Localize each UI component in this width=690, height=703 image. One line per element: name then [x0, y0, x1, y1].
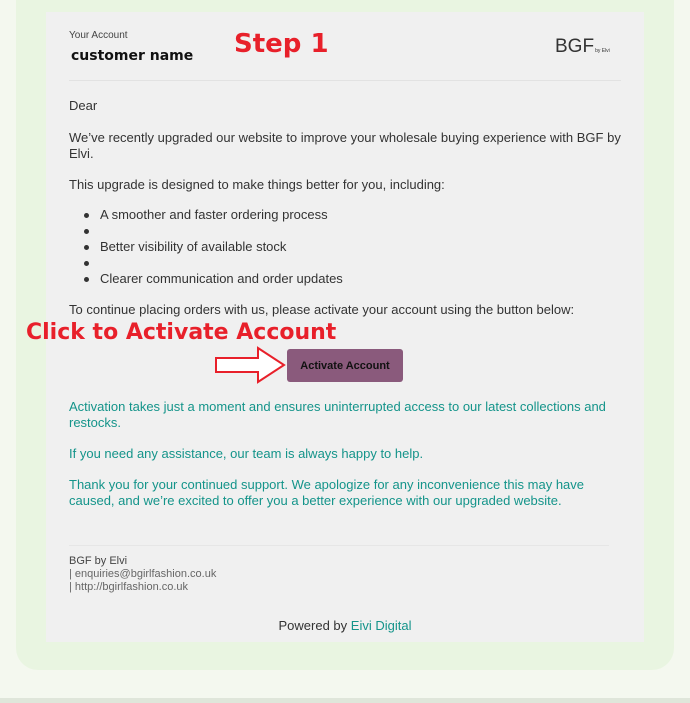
click-to-activate-label: Click to Activate Account — [26, 320, 337, 345]
powered-prefix: Powered by — [278, 618, 348, 633]
list-item — [82, 223, 343, 239]
powered-link[interactable]: Eivi Digital — [350, 618, 412, 633]
arrow-right-icon — [214, 345, 288, 385]
activate-account-button[interactable]: Activate Account — [287, 349, 403, 382]
signature-email[interactable]: | enquiries@bgirlfashion.co.uk — [69, 568, 217, 580]
bgf-logo — [555, 36, 610, 58]
upgrade-text: This upgrade is designed to make things better for you, including: — [69, 177, 445, 192]
intro-text: We’ve recently upgraded our website to improve your wholesale buying experience with BGF by Elvi. — [69, 130, 621, 161]
logo-main: BGF — [555, 36, 595, 57]
header-divider — [69, 80, 621, 81]
powered-by — [46, 618, 644, 633]
list-item — [82, 255, 343, 271]
list-item: A smoother and faster ordering process — [82, 207, 343, 223]
logo-sub: by Elvi — [595, 48, 610, 54]
bottom-strip — [0, 698, 690, 703]
footer-divider — [69, 545, 609, 546]
step-label: Step 1 — [234, 29, 329, 59]
greeting: Dear — [69, 98, 98, 113]
list-item: Better visibility of available stock — [82, 239, 343, 255]
benefits-list — [82, 207, 343, 287]
signature-url[interactable]: | http://bgirlfashion.co.uk — [69, 581, 189, 593]
customer-name: customer name — [71, 48, 194, 64]
activation-note: Activation takes just a moment and ensures uninterrupted access to our latest collections and restocks. — [69, 399, 606, 430]
signature-company: BGF by Elvi — [69, 555, 128, 567]
assistance-text: If you need any assistance, our team is always happy to help. — [69, 446, 424, 461]
continue-text: To continue placing orders with us, please activate your account using the button below: — [69, 302, 575, 317]
account-label: Your Account — [69, 30, 128, 41]
email-card — [26, 12, 644, 642]
list-item: Clearer communication and order updates — [82, 271, 343, 287]
thanks-text: Thank you for your continued support. We apologize for any inconvenience this may have caused, and we’re excited to offer you a better experience with our upgraded website. — [69, 477, 585, 508]
